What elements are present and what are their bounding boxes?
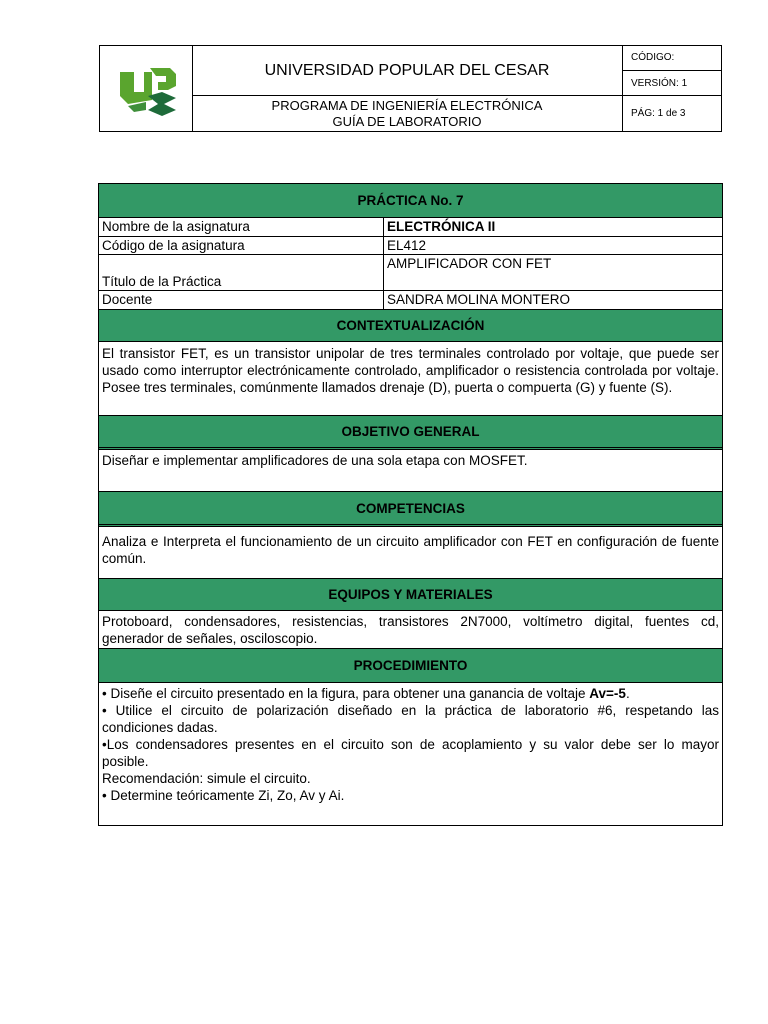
section-header-equipment: EQUIPOS Y MATERIALES [99, 579, 722, 611]
program-cell [192, 96, 623, 131]
practice-title: PRÁCTICA No. 7 [99, 184, 722, 218]
row-value: EL412 [387, 238, 427, 253]
table-row [99, 255, 722, 291]
competencies-text: Analiza e Interpreta el funcionamiento de un circuito amplificador con FET en configuración de fuente común. [99, 527, 722, 579]
practice-table [98, 183, 723, 826]
row-label: Docente [99, 291, 384, 309]
table-row [99, 237, 722, 255]
equipment-text: Protoboard, condensadores, resistencias, transistores 2N7000, voltímetro digital, fuentes cd, generador de señales, osciloscopio. [99, 611, 722, 649]
program-name: PROGRAMA DE INGENIERÍA ELECTRÓNICA [271, 97, 543, 113]
version-field: VERSIÓN: 1 [623, 71, 721, 96]
procedure-step-end: . [625, 686, 630, 701]
guide-type: GUÍA DE LABORATORIO [332, 113, 482, 129]
voltage-gain-value: Av=-5 [589, 686, 626, 701]
procedure-step: • Utilice el circuito de polarización diseñado en la práctica de laboratorio #6, respetando las condiciones dadas. [102, 703, 719, 735]
row-label: Nombre de la asignatura [99, 218, 384, 236]
table-row [99, 291, 722, 310]
procedure-step: •Los condensadores presentes en el circuito son de acoplamiento y su valor debe ser lo mayor posible. [102, 737, 719, 769]
procedure-text [99, 683, 722, 825]
section-header-procedure: PROCEDIMIENTO [99, 649, 722, 683]
procedure-step-text: • Diseñe el circuito presentado en la figura, para obtener una ganancia de voltaje [102, 686, 590, 701]
university-logo [100, 46, 192, 131]
table-row [99, 218, 722, 237]
procedure-recommendation: Recomendación: simule el circuito. [102, 771, 311, 786]
document-header [99, 45, 722, 132]
row-label: Título de la Práctica [99, 255, 384, 290]
page-field: PÁG: 1 de 3 [631, 108, 686, 119]
row-label: Código de la asignatura [99, 237, 384, 254]
university-title: UNIVERSIDAD POPULAR DEL CESAR [192, 46, 623, 96]
procedure-step [102, 685, 719, 702]
row-value: ELECTRÓNICA II [387, 219, 496, 234]
procedure-step: • Determine teóricamente Zi, Zo, Av y Ai. [102, 788, 345, 803]
logo-cell [100, 46, 193, 131]
row-value: SANDRA MOLINA MONTERO [387, 292, 571, 307]
context-text: El transistor FET, es un transistor unipolar de tres terminales controlado por voltaje, que puede ser usado como interruptor electrónicamente controlado, amplificador o resistencia controlada por voltaje. Posee tres terminales, comúnmente llamados drenaje (D), puerta o compuerta (G) y fuente (S). [99, 342, 722, 416]
row-value: AMPLIFICADOR CON FET [387, 256, 552, 271]
section-header-context: CONTEXTUALIZACIÓN [99, 310, 722, 342]
section-header-competencies: COMPETENCIAS [99, 492, 722, 527]
section-header-objective: OBJETIVO GENERAL [99, 416, 722, 450]
objective-text: Diseñar e implementar amplificadores de una sola etapa con MOSFET. [99, 450, 722, 492]
code-field: CÓDIGO: [623, 46, 721, 71]
